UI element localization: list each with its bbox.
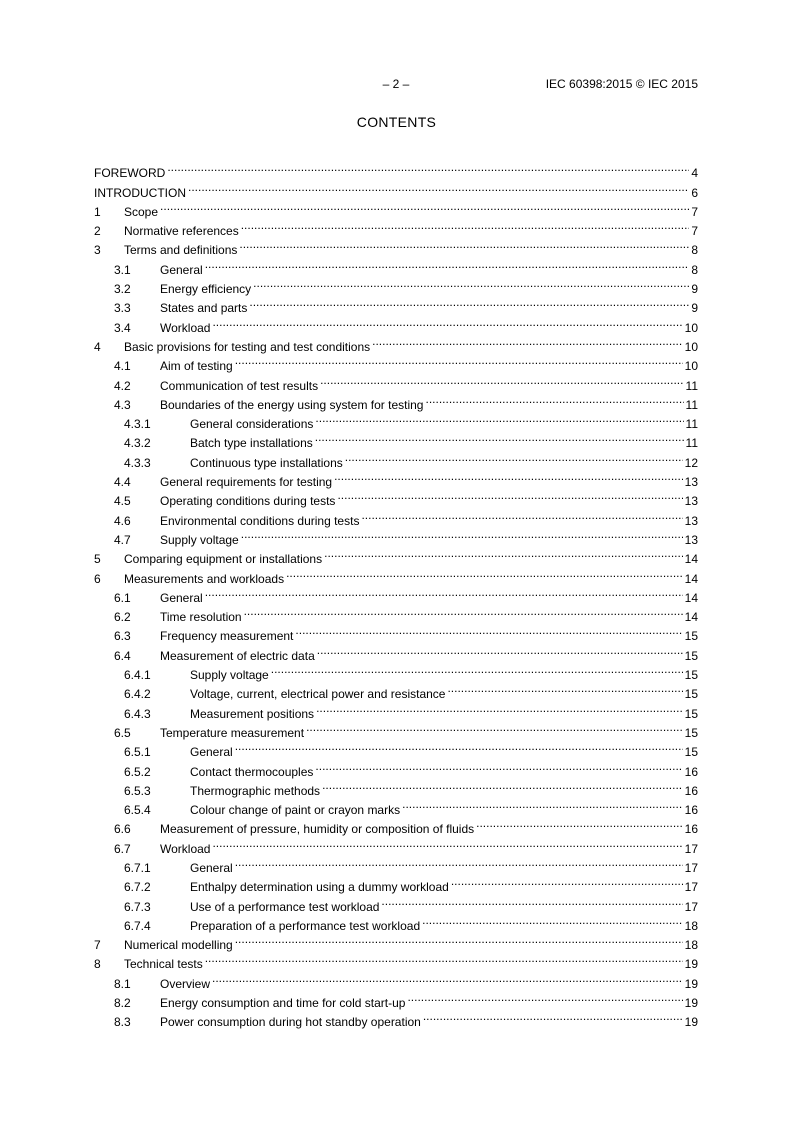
toc-entry-title: INTRODUCTION bbox=[94, 185, 186, 200]
toc-entry-number: 6 bbox=[94, 571, 101, 586]
toc-dot-leader bbox=[317, 640, 683, 659]
toc-entry-number: 6.5.4 bbox=[124, 803, 151, 818]
toc-entry-page: 10 bbox=[684, 359, 698, 374]
toc-entry-number: 4.7 bbox=[114, 532, 131, 547]
toc-dot-leader bbox=[286, 563, 683, 582]
toc-dot-leader bbox=[315, 756, 682, 775]
toc-entry-title: Communication of test results bbox=[160, 378, 319, 393]
toc-entry-title: Colour change of paint or crayon marks bbox=[190, 803, 401, 818]
toc-entry-number: 1 bbox=[94, 204, 101, 219]
toc-entry-page: 16 bbox=[684, 764, 698, 779]
toc-dot-leader bbox=[324, 544, 683, 563]
toc-dot-leader bbox=[212, 833, 682, 852]
toc-entry-title: Measurement of pressure, humidity or composition of fluids bbox=[160, 822, 475, 837]
toc-entry-number: 6.5 bbox=[114, 725, 131, 740]
toc-dot-leader bbox=[361, 505, 682, 524]
toc-dot-leader bbox=[235, 737, 683, 756]
toc-entry-title: Scope bbox=[124, 204, 159, 219]
toc-entry-page: 4 bbox=[691, 166, 698, 181]
toc-entry[interactable] bbox=[94, 197, 698, 219]
toc-entry-page: 9 bbox=[691, 282, 698, 297]
toc-entry-number: 6.6 bbox=[114, 822, 131, 837]
toc-entry-page: 15 bbox=[684, 629, 698, 644]
toc-entry-title: Basic provisions for testing and test conditions bbox=[124, 339, 371, 354]
toc-entry-number: 6.2 bbox=[114, 610, 131, 625]
toc-dot-leader bbox=[476, 814, 683, 833]
toc-entry-title: Power consumption during hot standby operation bbox=[160, 1015, 421, 1030]
toc-entry[interactable] bbox=[94, 216, 698, 239]
toc-entry-title: Energy efficiency bbox=[160, 282, 252, 297]
toc-entry-number: 6.5.2 bbox=[124, 764, 151, 779]
toc-entry-title: Overview bbox=[160, 976, 211, 991]
toc-entry-page: 18 bbox=[684, 938, 698, 953]
toc-entry-number: 3.1 bbox=[114, 262, 131, 277]
toc-entry-number: 4 bbox=[94, 339, 101, 354]
toc-entry-page: 13 bbox=[684, 513, 698, 528]
toc-dot-leader bbox=[167, 158, 689, 177]
toc-entry-title: Workload bbox=[160, 841, 211, 856]
toc-entry-title: Supply voltage bbox=[190, 668, 269, 683]
toc-dot-leader bbox=[188, 177, 689, 196]
toc-entry-title: General bbox=[160, 262, 203, 277]
toc-entry-page: 19 bbox=[684, 976, 698, 991]
toc-dot-leader bbox=[407, 988, 682, 1007]
toc-entry-title: Measurement positions bbox=[190, 706, 315, 721]
toc-entry-number: 6.7.3 bbox=[124, 899, 151, 914]
toc-entry-page: 12 bbox=[684, 455, 698, 470]
toc-entry-number: 5 bbox=[94, 552, 101, 567]
toc-entry-number: 6.7 bbox=[114, 841, 131, 856]
toc-entry-title: General bbox=[190, 745, 233, 760]
toc-entry-page: 14 bbox=[684, 552, 698, 567]
toc-entry-number: 6.7.1 bbox=[124, 860, 151, 875]
toc-entry-number: 4.3.3 bbox=[124, 455, 151, 470]
toc-entry-page: 18 bbox=[684, 918, 698, 933]
toc-dot-leader bbox=[334, 467, 683, 486]
toc-entry-title: Temperature measurement bbox=[160, 725, 305, 740]
toc-entry-title: States and parts bbox=[160, 301, 248, 316]
toc-entry-number: 4.5 bbox=[114, 494, 131, 509]
toc-entry[interactable] bbox=[94, 158, 698, 181]
toc-entry-page: 7 bbox=[691, 204, 698, 219]
toc-entry-title: General bbox=[160, 590, 203, 605]
toc-entry-page: 17 bbox=[684, 860, 698, 875]
toc-entry-title: Operating conditions during tests bbox=[160, 494, 336, 509]
toc-dot-leader bbox=[239, 235, 689, 254]
toc-dot-leader bbox=[402, 795, 683, 814]
toc-dot-leader bbox=[447, 679, 682, 698]
toc-dot-leader bbox=[372, 332, 683, 351]
toc-dot-leader bbox=[315, 428, 684, 447]
toc-entry-number: 8 bbox=[94, 957, 101, 972]
toc-entry-page: 14 bbox=[684, 610, 698, 625]
toc-entry-title: Frequency measurement bbox=[160, 629, 294, 644]
toc-entry-title: Supply voltage bbox=[160, 532, 239, 547]
toc-entry-title: Use of a performance test workload bbox=[190, 899, 380, 914]
toc-entry-number: 3 bbox=[94, 243, 101, 258]
toc-entry-title: Aim of testing bbox=[160, 359, 233, 374]
toc-entry-title: General requirements for testing bbox=[160, 475, 333, 490]
toc-dot-leader bbox=[306, 718, 683, 737]
toc-entry-title: Measurements and workloads bbox=[124, 571, 285, 586]
toc-dot-leader bbox=[322, 776, 683, 795]
toc-entry-number: 6.4 bbox=[114, 648, 131, 663]
toc-entry-page: 6 bbox=[691, 185, 698, 200]
toc-entry-number: 8.3 bbox=[114, 1015, 131, 1030]
toc-entry-page: 17 bbox=[684, 841, 698, 856]
toc-dot-leader bbox=[320, 370, 683, 389]
toc-dot-leader bbox=[271, 660, 683, 679]
toc-dot-leader bbox=[316, 698, 683, 717]
toc-entry-page: 15 bbox=[684, 706, 698, 721]
toc-entry-page: 8 bbox=[691, 262, 698, 277]
toc-entry-number: 8.2 bbox=[114, 996, 131, 1011]
toc-entry-title: Normative references bbox=[124, 224, 239, 239]
toc-dot-leader bbox=[315, 409, 683, 428]
toc-entry-number: 6.5.1 bbox=[124, 745, 151, 760]
toc-dot-leader bbox=[212, 312, 682, 331]
toc-entry-number: 6.4.1 bbox=[124, 668, 151, 683]
toc-entry-number: 4.3.2 bbox=[124, 436, 151, 451]
toc-entry-page: 13 bbox=[684, 532, 698, 547]
toc-dot-leader bbox=[345, 447, 683, 466]
toc-entry-page: 19 bbox=[684, 996, 698, 1011]
contents-title: CONTENTS bbox=[356, 114, 437, 130]
toc-entry-page: 8 bbox=[691, 243, 698, 258]
toc-entry-title: Enthalpy determination using a dummy workload bbox=[190, 880, 449, 895]
toc-entry-page: 11 bbox=[685, 397, 698, 412]
toc-entry-title: Environmental conditions during tests bbox=[160, 513, 360, 528]
toc-entry-page: 10 bbox=[684, 320, 698, 335]
toc-entry-page: 15 bbox=[684, 687, 698, 702]
toc-entry-page: 10 bbox=[684, 339, 698, 354]
toc-entry[interactable] bbox=[94, 177, 698, 200]
toc-entry-title: Terms and definitions bbox=[124, 243, 238, 258]
toc-entry-title: Comparing equipment or installations bbox=[124, 552, 323, 567]
toc-dot-leader bbox=[423, 1007, 683, 1026]
toc-entry-title: Batch type installations bbox=[190, 436, 313, 451]
toc-entry-page: 11 bbox=[685, 436, 698, 451]
document-id: IEC 60398:2015 © IEC 2015 bbox=[545, 77, 698, 91]
toc-entry-title: Thermographic methods bbox=[190, 783, 321, 798]
toc-dot-leader bbox=[249, 293, 689, 312]
toc-entry-number: 4.3 bbox=[114, 397, 131, 412]
toc-dot-leader bbox=[235, 930, 683, 949]
toc-entry-title: Contact thermocouples bbox=[190, 764, 314, 779]
toc-entry-title: Workload bbox=[160, 320, 211, 335]
toc-entry-number: 3.3 bbox=[114, 301, 131, 316]
toc-entry-page: 15 bbox=[684, 668, 698, 683]
toc-entry-page: 11 bbox=[685, 378, 698, 393]
toc-entry-number: 4.6 bbox=[114, 513, 131, 528]
toc-entry-number: 4.3.1 bbox=[124, 417, 151, 432]
toc-dot-leader bbox=[212, 968, 683, 987]
toc-entry-number: 7 bbox=[94, 938, 101, 953]
table-of-contents bbox=[94, 158, 698, 1030]
toc-entry-title: Continuous type installations bbox=[190, 455, 343, 470]
toc-entry-title: Preparation of a performance test workload bbox=[190, 918, 421, 933]
toc-entry-title: Time resolution bbox=[160, 610, 242, 625]
toc-entry-page: 14 bbox=[684, 571, 698, 586]
toc-dot-leader bbox=[241, 216, 690, 235]
toc-entry-title: Measurement of electric data bbox=[160, 648, 315, 663]
toc-entry-page: 17 bbox=[684, 880, 698, 895]
toc-entry-page: 15 bbox=[684, 745, 698, 760]
toc-dot-leader bbox=[205, 949, 683, 968]
toc-entry-title: Technical tests bbox=[124, 957, 203, 972]
toc-entry-number: 6.4.2 bbox=[124, 687, 151, 702]
toc-dot-leader bbox=[241, 525, 683, 544]
toc-entry-title: FOREWORD bbox=[94, 166, 166, 181]
toc-entry-page: 15 bbox=[684, 725, 698, 740]
toc-entry-number: 3.2 bbox=[114, 282, 131, 297]
toc-dot-leader bbox=[381, 891, 682, 910]
toc-dot-leader bbox=[451, 872, 683, 891]
toc-entry-number: 6.7.2 bbox=[124, 880, 151, 895]
toc-entry-title: Numerical modelling bbox=[124, 938, 233, 953]
toc-dot-leader bbox=[295, 621, 682, 640]
toc-dot-leader bbox=[253, 274, 689, 293]
toc-entry-page: 17 bbox=[684, 899, 698, 914]
toc-entry-page: 16 bbox=[684, 783, 698, 798]
toc-entry-page: 15 bbox=[684, 648, 698, 663]
toc-dot-leader bbox=[422, 911, 683, 930]
toc-entry-number: 6.3 bbox=[114, 629, 131, 644]
toc-entry-page: 14 bbox=[684, 590, 698, 605]
toc-entry-page: 13 bbox=[684, 494, 698, 509]
toc-dot-leader bbox=[160, 197, 689, 216]
toc-entry-number: 2 bbox=[94, 224, 101, 239]
toc-entry-number: 4.4 bbox=[114, 475, 131, 490]
toc-entry-number: 3.4 bbox=[114, 320, 131, 335]
toc-entry-title: General bbox=[190, 860, 233, 875]
toc-entry-number: 8.1 bbox=[114, 976, 131, 991]
toc-dot-leader bbox=[235, 853, 683, 872]
toc-entry-page: 19 bbox=[684, 1015, 698, 1030]
page-number: – 2 – bbox=[382, 77, 410, 91]
toc-dot-leader bbox=[337, 486, 682, 505]
toc-dot-leader bbox=[425, 390, 683, 409]
toc-dot-leader bbox=[205, 254, 690, 273]
page-header bbox=[94, 77, 698, 93]
toc-entry-page: 11 bbox=[685, 417, 698, 432]
toc-entry-title: General considerations bbox=[190, 417, 314, 432]
toc-entry-number: 6.4.3 bbox=[124, 706, 151, 721]
toc-entry-page: 16 bbox=[684, 803, 698, 818]
toc-entry-page: 13 bbox=[684, 475, 698, 490]
toc-entry-page: 9 bbox=[691, 301, 698, 316]
toc-entry-title: Energy consumption and time for cold start-up bbox=[160, 996, 406, 1011]
toc-entry-page: 16 bbox=[684, 822, 698, 837]
toc-entry-number: 6.1 bbox=[114, 590, 131, 605]
toc-entry-number: 6.5.3 bbox=[124, 783, 151, 798]
toc-dot-leader bbox=[244, 602, 683, 621]
toc-entry-number: 4.1 bbox=[114, 359, 131, 374]
toc-entry-title: Boundaries of the energy using system for testing bbox=[160, 397, 424, 412]
toc-entry-number: 4.2 bbox=[114, 378, 131, 393]
toc-dot-leader bbox=[235, 351, 683, 370]
toc-entry-number: 6.7.4 bbox=[124, 918, 151, 933]
toc-dot-leader bbox=[205, 583, 683, 602]
toc-entry-page: 19 bbox=[684, 957, 698, 972]
toc-entry-page: 7 bbox=[691, 224, 698, 239]
toc-entry-title: Voltage, current, electrical power and resistance bbox=[190, 687, 446, 702]
